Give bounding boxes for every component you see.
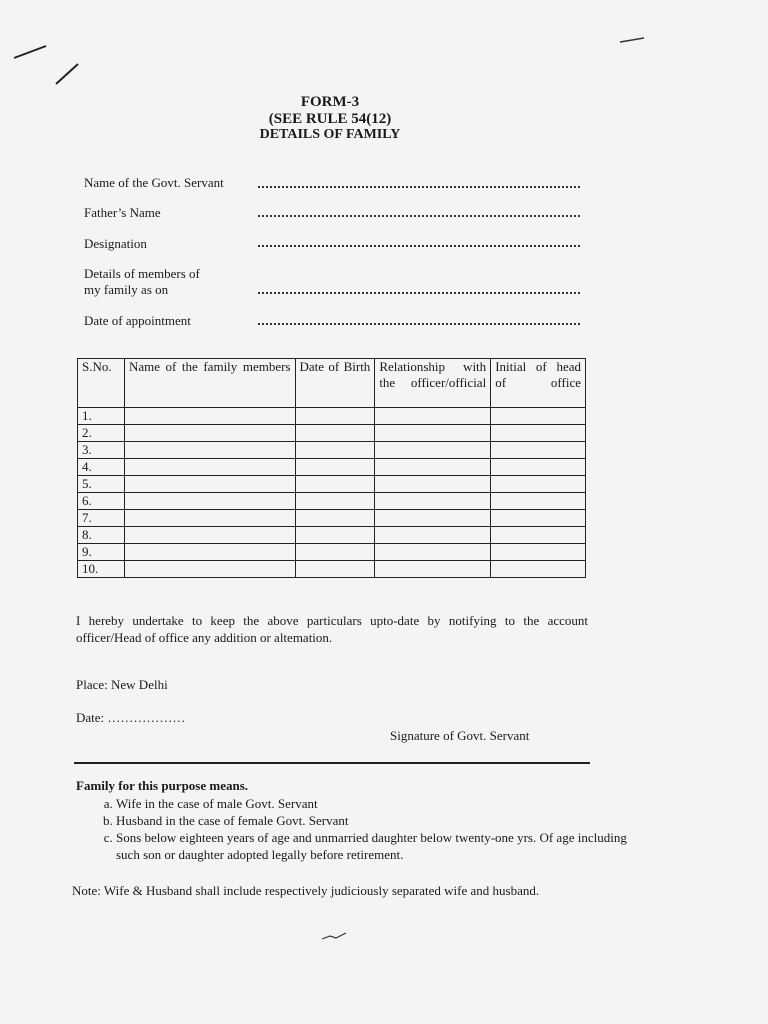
row-number: 9. xyxy=(78,544,125,561)
cell[interactable] xyxy=(375,408,491,425)
cell[interactable] xyxy=(375,510,491,527)
table-row xyxy=(78,561,586,578)
list-item: b. Husband in the case of female Govt. Servant xyxy=(116,812,628,829)
table-row xyxy=(78,510,586,527)
pen-mark xyxy=(618,34,648,48)
cell[interactable] xyxy=(295,510,375,527)
cell[interactable] xyxy=(124,510,295,527)
govt-servant-name-label: Name of the Govt. Servant xyxy=(84,175,224,190)
cell[interactable] xyxy=(295,476,375,493)
note-text: Note: Wife & Husband shall include respectively judiciously separated wife and husband. xyxy=(72,883,540,898)
cell[interactable] xyxy=(124,527,295,544)
place-text: Place: New Delhi xyxy=(76,677,168,692)
cell[interactable] xyxy=(124,493,295,510)
cell[interactable] xyxy=(375,476,491,493)
date-field[interactable]: Date: ……………… xyxy=(76,710,186,725)
row-number: 1. xyxy=(78,408,125,425)
pen-mark xyxy=(320,930,350,944)
table-row xyxy=(78,442,586,459)
row-number: 4. xyxy=(78,459,125,476)
row-number: 2. xyxy=(78,425,125,442)
family-means-heading: Family for this purpose means. xyxy=(76,778,249,793)
cell[interactable] xyxy=(491,527,586,544)
undertaking-text: I hereby undertake to keep the above particulars upto-date by notifying to the account officer/Head of office any addition or altemation. xyxy=(76,613,588,645)
fathers-name-label: Father’s Name xyxy=(84,205,161,220)
cell[interactable] xyxy=(124,408,295,425)
cell[interactable] xyxy=(124,561,295,578)
fathers-name-field[interactable] xyxy=(258,213,580,217)
list-item: c. Sons below eighteen years of age and unmarried daughter below twenty-one yrs. Of age including such son or daughter adopted legally before retirement. xyxy=(116,829,628,863)
cell[interactable] xyxy=(375,527,491,544)
col-dob-header: Date of Birth xyxy=(295,359,375,408)
row-number: 5. xyxy=(78,476,125,493)
table-row xyxy=(78,544,586,561)
table-header-row xyxy=(78,359,586,408)
cell[interactable] xyxy=(295,459,375,476)
cell[interactable] xyxy=(295,408,375,425)
appointment-date-label: Date of appointment xyxy=(84,313,191,328)
form-title: DETAILS OF FAMILY xyxy=(259,127,401,142)
pen-mark xyxy=(8,40,88,100)
table-row xyxy=(78,493,586,510)
signature-label: Signature of Govt. Servant xyxy=(390,728,530,743)
family-details-label-line1: Details of members of xyxy=(84,266,200,281)
cell[interactable] xyxy=(491,408,586,425)
form-number: FORM-3 xyxy=(300,94,360,110)
table-row xyxy=(78,527,586,544)
cell[interactable] xyxy=(375,459,491,476)
col-initial-header: Initial of head of office xyxy=(491,359,586,408)
cell[interactable] xyxy=(491,425,586,442)
family-details-label-line2: my family as on xyxy=(84,282,169,297)
cell[interactable] xyxy=(375,561,491,578)
cell[interactable] xyxy=(375,442,491,459)
row-number: 7. xyxy=(78,510,125,527)
cell[interactable] xyxy=(375,425,491,442)
designation-field[interactable] xyxy=(258,243,580,247)
row-number: 10. xyxy=(78,561,125,578)
cell[interactable] xyxy=(295,527,375,544)
col-sno-header: S.No. xyxy=(78,359,125,408)
col-name-header: Name of the family members xyxy=(124,359,295,408)
cell[interactable] xyxy=(124,425,295,442)
cell[interactable] xyxy=(491,459,586,476)
list-item: a. Wife in the case of male Govt. Servant xyxy=(116,795,628,812)
cell[interactable] xyxy=(295,442,375,459)
cell[interactable] xyxy=(375,544,491,561)
cell[interactable] xyxy=(491,442,586,459)
cell[interactable] xyxy=(491,476,586,493)
cell[interactable] xyxy=(491,510,586,527)
row-number: 6. xyxy=(78,493,125,510)
cell[interactable] xyxy=(375,493,491,510)
form-rule: (SEE RULE 54(12) xyxy=(268,111,392,127)
cell[interactable] xyxy=(124,442,295,459)
family-members-table xyxy=(77,358,586,578)
govt-servant-name-field[interactable] xyxy=(258,184,580,188)
cell[interactable] xyxy=(491,561,586,578)
table-row xyxy=(78,425,586,442)
cell[interactable] xyxy=(295,544,375,561)
family-details-date-field[interactable] xyxy=(258,290,580,294)
cell[interactable] xyxy=(124,459,295,476)
table-row xyxy=(78,408,586,425)
appointment-date-field[interactable] xyxy=(258,321,580,325)
cell[interactable] xyxy=(295,493,375,510)
table-row xyxy=(78,459,586,476)
cell[interactable] xyxy=(491,544,586,561)
family-means-list xyxy=(76,795,628,863)
col-relationship-header: Relationship with the officer/official xyxy=(375,359,491,408)
row-number: 8. xyxy=(78,527,125,544)
cell[interactable] xyxy=(124,544,295,561)
cell[interactable] xyxy=(124,476,295,493)
designation-label: Designation xyxy=(84,236,147,251)
row-number: 3. xyxy=(78,442,125,459)
cell[interactable] xyxy=(491,493,586,510)
divider xyxy=(74,762,590,764)
cell[interactable] xyxy=(295,425,375,442)
cell[interactable] xyxy=(295,561,375,578)
table-row xyxy=(78,476,586,493)
